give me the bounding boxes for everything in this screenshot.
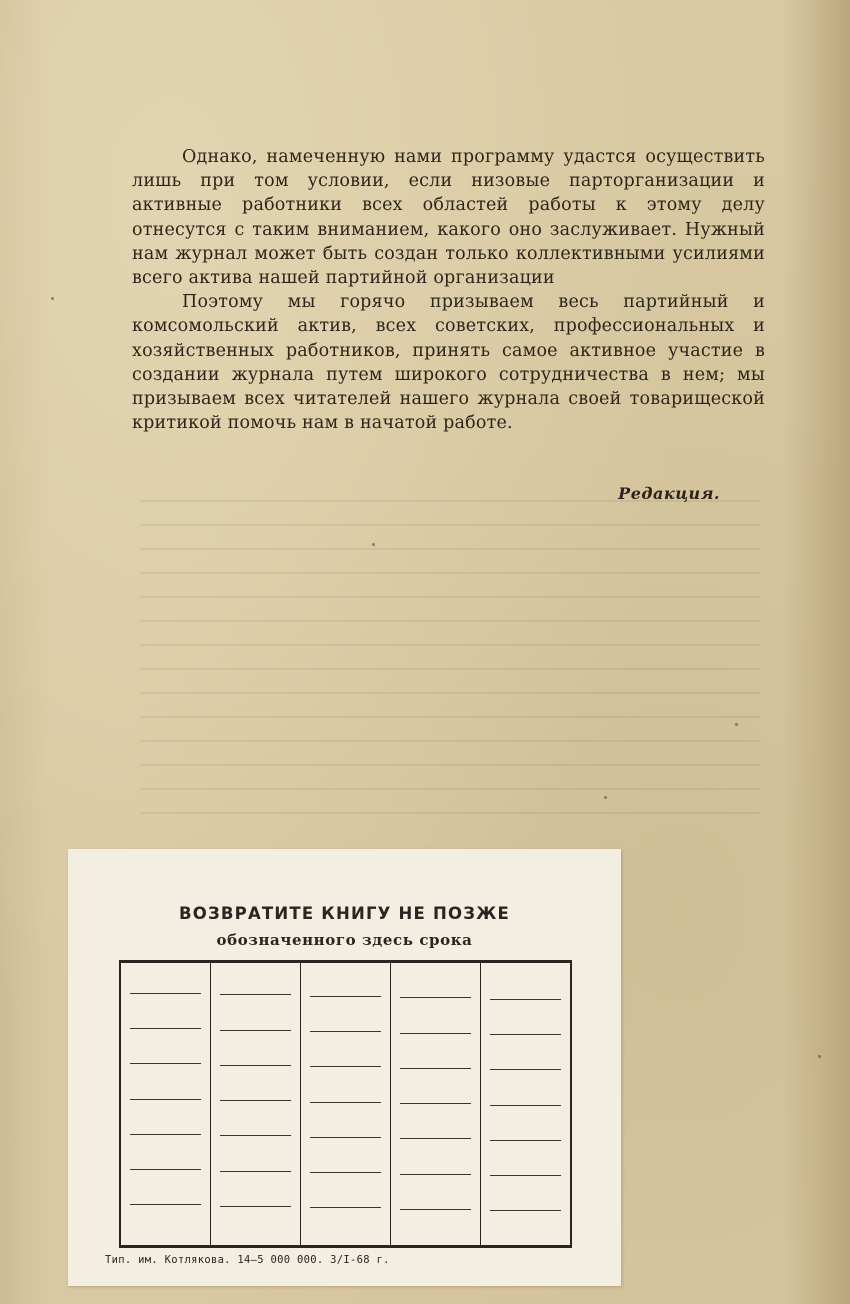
article-text — [132, 145, 765, 435]
article-paragraph: Поэтому мы горячо призываем весь партийный и комсомольский актив, всех советских, профессиональных и хозяйственных работников, принять самое активное участие в создании журнала путем широкого сотрудничества в нем; мы призываем всех читателей нашего журнала своей товарищеской критикой помочь нам в начатой работе. — [132, 292, 765, 434]
due-date-rule — [130, 1063, 201, 1064]
print-imprint: Тип. им. Котлякова. 14—5 000 000. 3/I-68 г. — [105, 1254, 390, 1266]
due-date-rule — [490, 1069, 561, 1070]
due-date-rule — [400, 1103, 471, 1104]
due-date-rule — [490, 1210, 561, 1211]
due-date-rule — [310, 1066, 381, 1067]
paper-speck — [51, 297, 54, 300]
due-date-rule — [130, 1204, 201, 1205]
due-date-rule — [310, 1137, 381, 1138]
due-date-rule — [400, 1033, 471, 1034]
due-date-rule — [310, 996, 381, 997]
slip-title: ВОЗВРАТИТЕ КНИГУ НЕ ПОЗЖЕ — [178, 904, 511, 923]
show-through-text — [140, 500, 760, 830]
due-date-column — [211, 963, 301, 1245]
due-date-rule — [400, 1174, 471, 1175]
due-date-rule — [130, 993, 201, 994]
due-date-rule — [400, 997, 471, 998]
due-date-rule — [400, 1209, 471, 1210]
due-date-rule — [220, 1030, 291, 1031]
slip-subtitle: обозначенного здесь срока — [216, 931, 473, 949]
due-date-rule — [220, 1135, 291, 1136]
paper-speck — [372, 543, 375, 546]
due-date-rule — [130, 1028, 201, 1029]
due-date-rule — [310, 1207, 381, 1208]
due-date-rule — [400, 1138, 471, 1139]
due-date-rule — [220, 1206, 291, 1207]
due-date-rule — [310, 1172, 381, 1173]
due-date-rule — [220, 1171, 291, 1172]
due-date-rule — [310, 1102, 381, 1103]
due-date-rule — [490, 1140, 561, 1141]
paper-speck — [604, 796, 607, 799]
due-date-rule — [310, 1031, 381, 1032]
due-date-rule — [490, 1105, 561, 1106]
article-paragraph: Однако, намеченную нами программу удастся осуществить лишь при том условии, если низовые парторганизации и активные работники всех областей работы к этому делу отнесутся с таким вниманием, какого оно заслуживает. Нужный нам журнал может быть создан только коллективными усилиями всего актива нашей партийной организации — [132, 147, 765, 289]
library-due-date-slip — [68, 849, 621, 1286]
due-date-rule — [400, 1068, 471, 1069]
due-date-column — [481, 963, 570, 1245]
due-date-rule — [490, 1034, 561, 1035]
due-date-rule — [220, 994, 291, 995]
due-date-column — [391, 963, 481, 1245]
due-date-grid — [119, 960, 572, 1248]
due-date-rule — [490, 999, 561, 1000]
due-date-rule — [130, 1099, 201, 1100]
due-date-rule — [220, 1065, 291, 1066]
due-date-rule — [490, 1175, 561, 1176]
due-date-rule — [130, 1134, 201, 1135]
editorial-signature: Редакция. — [618, 484, 720, 503]
paper-speck — [818, 1055, 821, 1058]
paper-speck — [735, 723, 738, 726]
due-date-rule — [130, 1169, 201, 1170]
due-date-column — [121, 963, 211, 1245]
due-date-column — [301, 963, 391, 1245]
due-date-rule — [220, 1100, 291, 1101]
